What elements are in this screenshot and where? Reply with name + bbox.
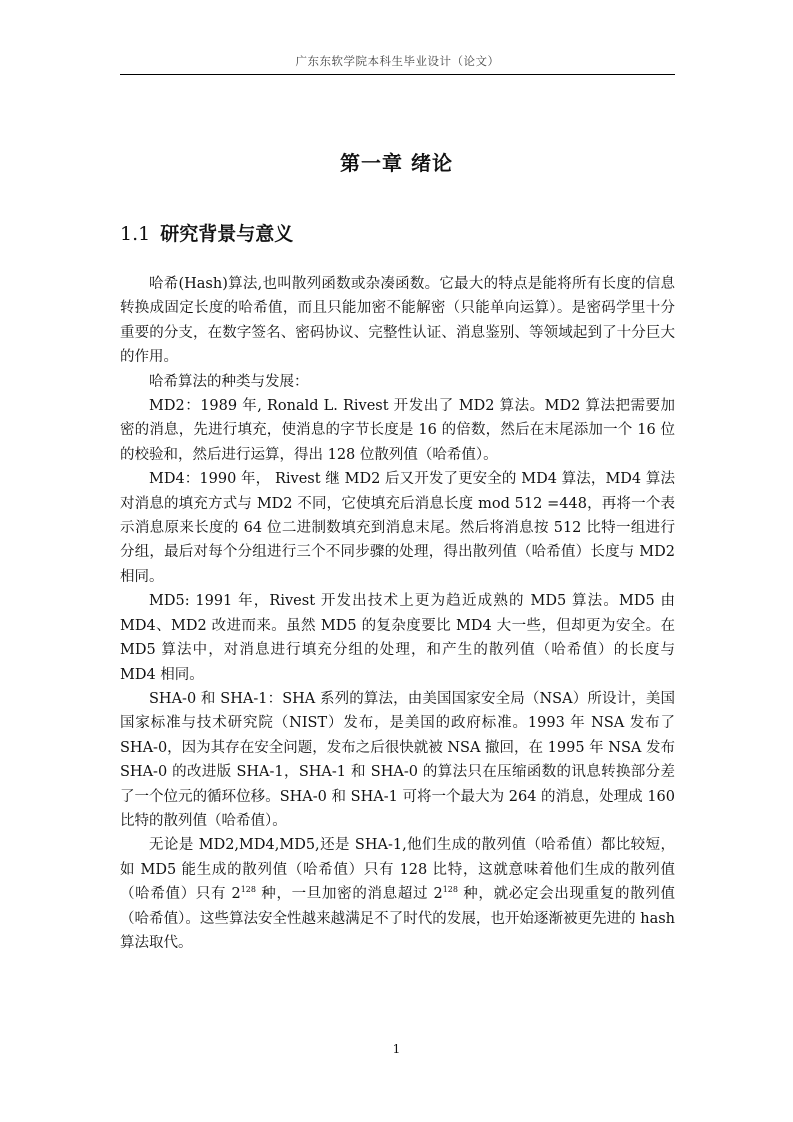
chapter-title: 第一章 绪论 (340, 151, 453, 175)
section-title: 研究背景与意义 (160, 223, 294, 245)
paragraph-md5: MD5: 1991 年，Rivest 开发出技术上更为趋近成熟的 MD5 算法。MD5 由 MD4、MD2 改进而来。虽然 MD5 的复杂度要比 MD4 大一些，但却更为安全。在 MD5 算法中，对消息进行填充分组的处理，和产生的散列值（哈希值）的长度与 MD4 相同。 (120, 593, 675, 683)
paragraph-sha: SHA-0 和 SHA-1：SHA 系列的算法，由美国国家安全局（NSA）所设计，美国国家标准与技术研究院（NIST）发布，是美国的政府标准。1993 年 NSA 发布了 SHA-0，因为其存在安全问题，发布之后很快就被 NSA 撤回，在 1995 年 NSA 发布 SHA-0 的改进版 SHA-1，SHA-1 和 SHA-0 的算法只在压缩函数的讯息转换部分差了一个位元的循环位移。SHA-0 和 SHA-1 可将一个最大为 264 的消息，处理成 160 比特的散列值（哈希值）。 (120, 690, 675, 829)
page-number: 1 (392, 1042, 401, 1056)
paragraph-md4: MD4：1990 年， Rivest 继 MD2 后又开发了更安全的 MD4 算法，MD4 算法对消息的填充方式与 MD2 不同，它使填充后消息长度 mod 512 =448，再将一个表示消息原来长度的 64 位二进制数填充到消息末尾。然后将消息按 512 比特一组进行分组，最后对每个分组进行三个不同步骤的处理，得出散列值（哈希值）长度与 MD2 相同。 (120, 471, 675, 585)
conclusion-text-b: 种，一旦加密的消息超过 2 (256, 886, 443, 903)
section-heading (120, 219, 293, 246)
section-number: 1.1 (120, 223, 151, 245)
paragraph-hash-types: 哈希算法的种类与发展： (149, 373, 309, 390)
header-rule (120, 74, 675, 75)
exponent-128-b: 128 (442, 885, 458, 895)
paragraph-hash-intro: 哈希(Hash)算法,也叫散列函数或杂凑函数。它最大的特点是能将所有长度的信息转换成固定长度的哈希值，而且只能加密不能解密（只能单向运算）。是密码学里十分重要的分支，在数字签名、密码协议、完整性认证、消息鉴别、等领域起到了十分巨大的作用。 (120, 276, 675, 366)
body-text (120, 272, 675, 955)
paragraph-md2: MD2：1989 年, Ronald L. Rivest 开发出了 MD2 算法。MD2 算法把需要加密的消息，先进行填充，使消息的字节长度是 16 的倍数，然后在末尾添加一个 16 位的校验和，然后进行运算，得出 128 位散列值（哈希值）。 (120, 398, 675, 463)
running-header: 广东东软学院本科生毕业设计（论文） (295, 54, 500, 68)
paragraph-conclusion (120, 833, 675, 955)
conclusion-text-a: 无论是 MD2,MD4,MD5,还是 SHA-1,他们生成的散列值（哈希值）都比较短，如 MD5 能生成的散列值（哈希值）只有 128 比特，这就意味着他们生成的散列值（哈希值）只有 2 (120, 837, 675, 903)
conclusion-text-c: 种，就必定会出现重复的散列值（哈希值）。这些算法安全性越来越满足不了时代的发展，也开始逐渐被更先进的 hash 算法取代。 (120, 886, 675, 951)
exponent-128-a: 128 (240, 885, 256, 895)
